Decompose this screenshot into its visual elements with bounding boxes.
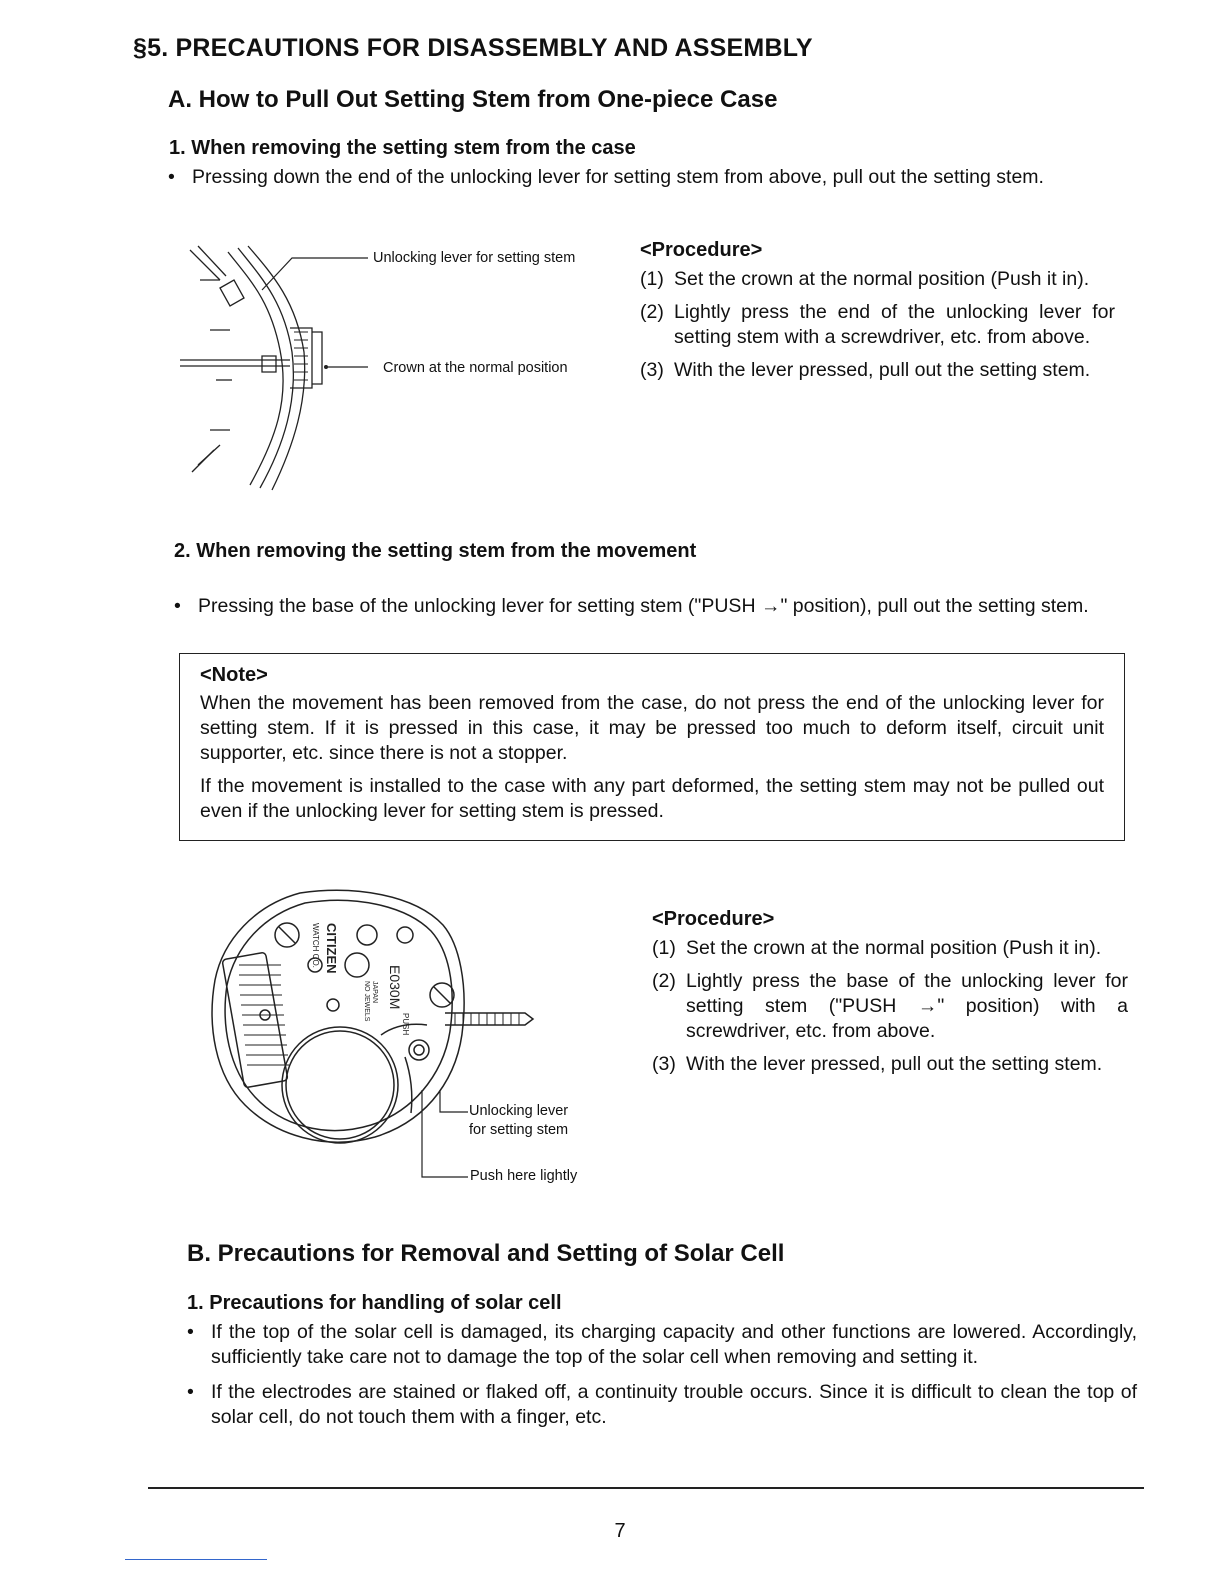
- bottom-blue-line: [125, 1559, 267, 1560]
- procedure-step: [652, 1052, 1128, 1077]
- procedure-2-title: <Procedure>: [652, 908, 775, 930]
- bullet-dot: •: [168, 166, 175, 188]
- procedure-step: [640, 358, 1115, 383]
- movement-brand-mark: CITIZEN: [324, 923, 339, 974]
- footer-rule: [148, 1487, 1144, 1489]
- part-a-sub1-title: 1. When removing the setting stem from the case: [169, 137, 636, 159]
- label-unlocking-lever-2b: for setting stem: [469, 1122, 569, 1138]
- part-b-bullets: [187, 1320, 1137, 1430]
- bullet-dot: •: [187, 1321, 194, 1343]
- movement-jewels-mark: NO JEWELS: [363, 981, 370, 1022]
- step-number: (3): [652, 1053, 676, 1075]
- label-unlocking-lever: Unlocking lever for setting stem: [373, 250, 576, 266]
- note-paragraph: If the movement is installed to the case with any part deformed, the setting stem may not be pulled out even if the unlocking lever for setting stem is pressed.: [200, 775, 1104, 822]
- part-b-bullet: [187, 1320, 1137, 1370]
- page-number: 7: [614, 1520, 626, 1542]
- bullet-dot: •: [174, 595, 181, 617]
- bullet-text: Pressing down the end of the unlocking lever for setting stem from above, pull out the setting stem.: [192, 166, 1044, 188]
- part-a-sub2-bullet: [174, 594, 1143, 619]
- part-a-title: A. How to Pull Out Setting Stem from One-piece Case: [168, 86, 778, 113]
- procedure-step: [640, 267, 1115, 292]
- section-title: §5. PRECAUTIONS FOR DISASSEMBLY AND ASSEMBLY: [133, 34, 813, 62]
- step-number: (1): [640, 268, 664, 290]
- bullet-text: If the electrodes are stained or flaked off, a continuity trouble occurs. Since it is difficult to clean the top of solar cell, do not touch them with a finger, etc.: [211, 1381, 1137, 1428]
- movement-model-mark: E030M: [387, 965, 403, 1010]
- step-text: Set the crown at the normal position (Push it in).: [674, 268, 1090, 290]
- step-text: With the lever pressed, pull out the setting stem.: [674, 359, 1091, 381]
- part-a-sub1-bullet: [168, 165, 1142, 190]
- label-unlocking-lever-2a: Unlocking lever: [469, 1103, 569, 1119]
- procedure-step: [640, 300, 1115, 350]
- procedure-1-steps: [640, 267, 1115, 391]
- bullet-dot: •: [187, 1381, 194, 1403]
- procedure-step: [652, 936, 1128, 961]
- step-text: Lightly press the base of the unlocking lever for setting stem ("PUSH →" position) with a screwdriver, etc. from above.: [686, 970, 1128, 1042]
- part-b-sub1-title: 1. Precautions for handling of solar cell: [187, 1292, 562, 1314]
- part-b-title: B. Precautions for Removal and Setting of Solar Cell: [187, 1240, 785, 1267]
- note-box: [179, 653, 1125, 841]
- step-text: Set the crown at the normal position (Push it in).: [686, 937, 1102, 959]
- label-crown-normal: Crown at the normal position: [383, 360, 568, 376]
- step-number: (3): [640, 359, 664, 381]
- note-paragraph: When the movement has been removed from the case, do not press the end of the unlocking lever for setting stem. If it is pressed in this case, it may be pressed too much to deform itself, circuit unit supporter, etc. since there is not a stopper.: [200, 692, 1104, 764]
- step-number: (2): [652, 970, 676, 992]
- step-number: (2): [640, 301, 664, 323]
- procedure-step: [652, 969, 1128, 1044]
- procedure-1-title: <Procedure>: [640, 239, 763, 261]
- note-title: <Note>: [200, 664, 268, 686]
- bullet-text: Pressing the base of the unlocking lever for setting stem ("PUSH →" position), pull out the setting stem.: [198, 595, 1089, 617]
- step-number: (1): [652, 937, 676, 959]
- movement-origin-mark: JAPAN: [371, 981, 378, 1004]
- movement-push-mark: PUSH: [401, 1013, 410, 1036]
- step-text: With the lever pressed, pull out the setting stem.: [686, 1053, 1103, 1075]
- part-a-sub2-title: 2. When removing the setting stem from the movement: [174, 540, 697, 562]
- movement-maker-mark: WATCH CO.: [311, 923, 320, 968]
- label-push-here: Push here lightly: [470, 1168, 578, 1184]
- procedure-2-steps: [652, 936, 1128, 1085]
- figure1-leader-lines: [230, 255, 380, 375]
- bullet-text: If the top of the solar cell is damaged, its charging capacity and other functions are lowered. Accordingly, sufficiently take care not to damage the top of the solar cell when removing and setting it.: [211, 1321, 1137, 1368]
- step-text: Lightly press the end of the unlocking lever for setting stem with a screwdriver, etc. from above.: [674, 301, 1115, 348]
- part-b-bullet: [187, 1380, 1137, 1430]
